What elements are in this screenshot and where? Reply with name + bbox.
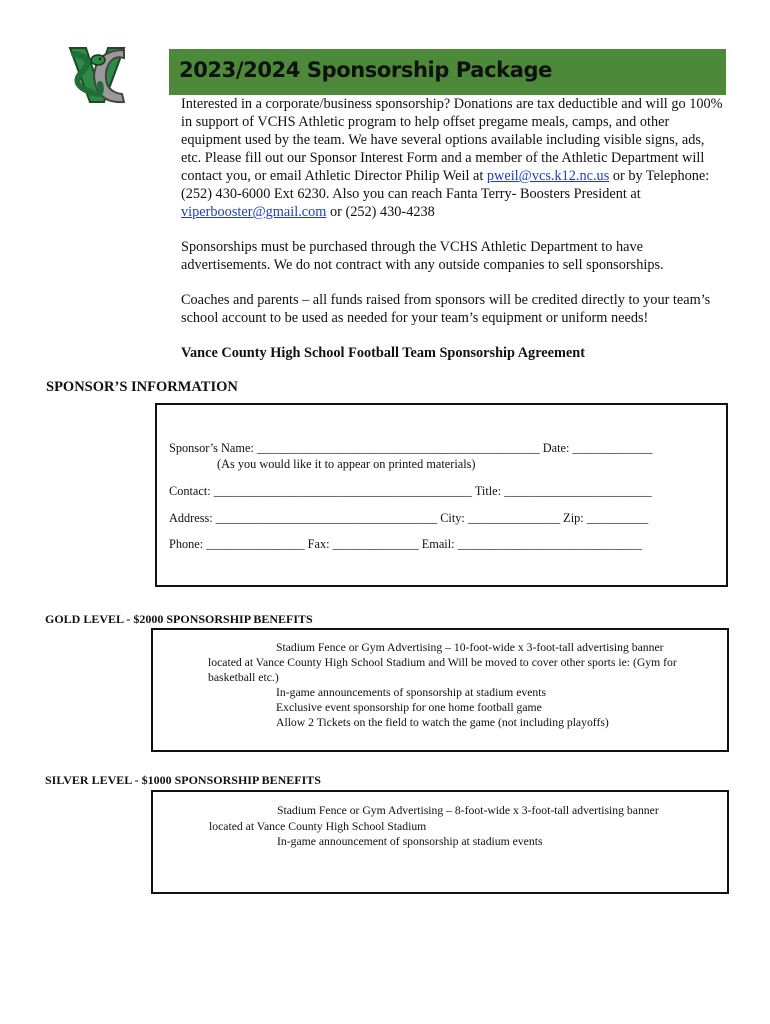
vc-snake-logo-icon: [52, 44, 138, 106]
intro-text: [181, 95, 726, 327]
intro-paragraph-2: Sponsorships must be purchased through the VCHS Athletic Department to have advertisements. We do not contract with any outside companies to sell sponsorships.: [181, 239, 664, 273]
title-bar: [169, 49, 726, 95]
intro-p1-text-a: Interested in a corporate/business sponsorship? Donations are tax deductible and will go 100% in support of VCHS Athletic program to help offset pregame meals, camps, and other equipment used by the team. We have several options available including visible signs, ads, etc. Please fill out our Sponsor Interest Form and a member of the Athletic Department will contact you, or email Athletic Director Philip Weil at: [181, 96, 723, 184]
booster-email-link[interactable]: viperbooster@gmail.com: [181, 204, 327, 220]
gold-benefit-line: basketball etc.): [208, 671, 279, 684]
gold-benefit-line: Stadium Fence or Gym Advertising – 10-foot-wide x 3-foot-tall advertising banner: [276, 641, 664, 654]
gold-benefits-box: [151, 628, 729, 752]
intro-paragraph-1: [181, 95, 726, 221]
sponsor-name-note: (As you would like it to appear on printed materials): [217, 457, 476, 471]
silver-benefit-line: Stadium Fence or Gym Advertising – 8-foot-wide x 3-foot-tall advertising banner: [277, 804, 659, 817]
agreement-title: Vance County High School Football Team Sponsorship Agreement: [181, 345, 585, 361]
gold-benefit-line: In-game announcements of sponsorship at stadium events: [276, 686, 547, 699]
intro-p1-text-b: or by Telephone: (252) 430-6000 Ext 6230. Also you can reach Fanta Terry- Boosters President at: [181, 168, 710, 202]
phone-fax-email-line[interactable]: Phone: ________________ Fax: ______________ Email: ______________________________: [169, 537, 643, 551]
page-title: 2023/2024 Sponsorship Package: [179, 58, 552, 82]
intro-paragraph-3: Coaches and parents – all funds raised from sponsors will be credited directly to your team’s school account to be used as needed for your team’s equipment or uniform needs!: [181, 292, 711, 326]
silver-benefits-box: [151, 790, 729, 894]
silver-benefit-line: located at Vance County High School Stadium: [209, 820, 427, 833]
sponsor-info-heading: SPONSOR’S INFORMATION: [46, 379, 238, 395]
athletic-director-email-link[interactable]: pweil@vcs.k12.nc.us: [486, 168, 610, 184]
gold-benefit-line: Exclusive event sponsorship for one home football game: [276, 701, 542, 714]
gold-benefit-line: Allow 2 Tickets on the field to watch the game (not including playoffs): [276, 716, 609, 729]
gold-benefit-line: located at Vance County High School Stadium and Will be moved to cover other sports ie: (Gym for: [208, 656, 677, 669]
gold-level-heading: GOLD LEVEL - $2000 SPONSORSHIP BENEFITS: [45, 612, 313, 626]
silver-level-heading: SILVER LEVEL - $1000 SPONSORSHIP BENEFITS: [45, 773, 321, 787]
address-city-zip-line[interactable]: Address: ____________________________________ City: _______________ Zip: __________: [169, 511, 649, 525]
sponsor-info-form: [155, 403, 728, 587]
sponsor-name-date-line[interactable]: Sponsor’s Name: ______________________________________________ Date: _____________: [169, 441, 653, 455]
silver-benefit-line: In-game announcement of sponsorship at stadium events: [277, 835, 543, 848]
intro-p1-text-c: or (252) 430-4238: [326, 204, 435, 220]
contact-title-line[interactable]: Contact: __________________________________________ Title: ________________________: [169, 484, 652, 498]
